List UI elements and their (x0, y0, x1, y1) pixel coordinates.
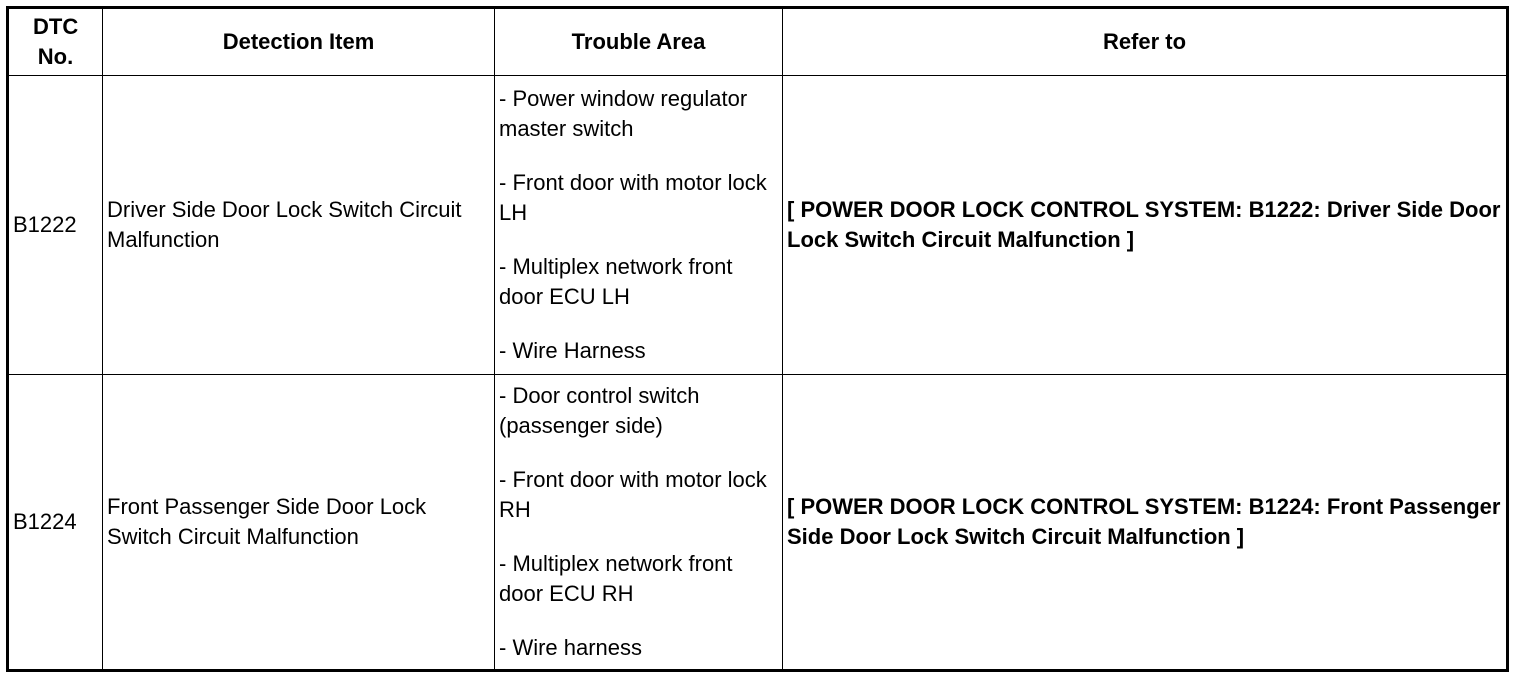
header-trouble-area: Trouble Area (495, 8, 783, 76)
header-detection-item: Detection Item (103, 8, 495, 76)
table-header-row (8, 8, 1508, 76)
trouble-area-item: - Front door with motor lock RH (499, 466, 767, 522)
refer-to-link[interactable]: [ POWER DOOR LOCK CONTROL SYSTEM: B1224: Front Passenger Side Door Lock Switch Circuit Malfunction ] (783, 374, 1508, 671)
refer-to-link[interactable]: [ POWER DOOR LOCK CONTROL SYSTEM: B1222: Driver Side Door Lock Switch Circuit Malfunction ] (783, 76, 1508, 375)
trouble-area-item: - Multiplex network front door ECU LH (499, 253, 733, 309)
trouble-area-cell (495, 374, 783, 671)
table-row (8, 374, 1508, 671)
trouble-area-item: - Wire harness (499, 634, 643, 660)
detection-item-cell: Front Passenger Side Door Lock Switch Circuit Malfunction (103, 374, 495, 671)
header-refer-to: Refer to (783, 8, 1508, 76)
trouble-area-cell (495, 76, 783, 375)
header-dtc-no: DTC No. (8, 8, 103, 76)
trouble-area-item: - Door control switch (passenger side) (499, 382, 700, 438)
trouble-area-item: - Power window regulator master switch (499, 85, 748, 141)
trouble-area-item: - Front door with motor lock LH (499, 169, 767, 225)
table-row (8, 76, 1508, 375)
trouble-area-item: - Multiplex network front door ECU RH (499, 550, 733, 606)
dtc-code-cell: B1222 (8, 76, 103, 375)
trouble-area-item: - Wire Harness (499, 337, 646, 363)
detection-item-cell: Driver Side Door Lock Switch Circuit Malfunction (103, 76, 495, 375)
dtc-code-cell: B1224 (8, 374, 103, 671)
dtc-table (6, 6, 1509, 672)
